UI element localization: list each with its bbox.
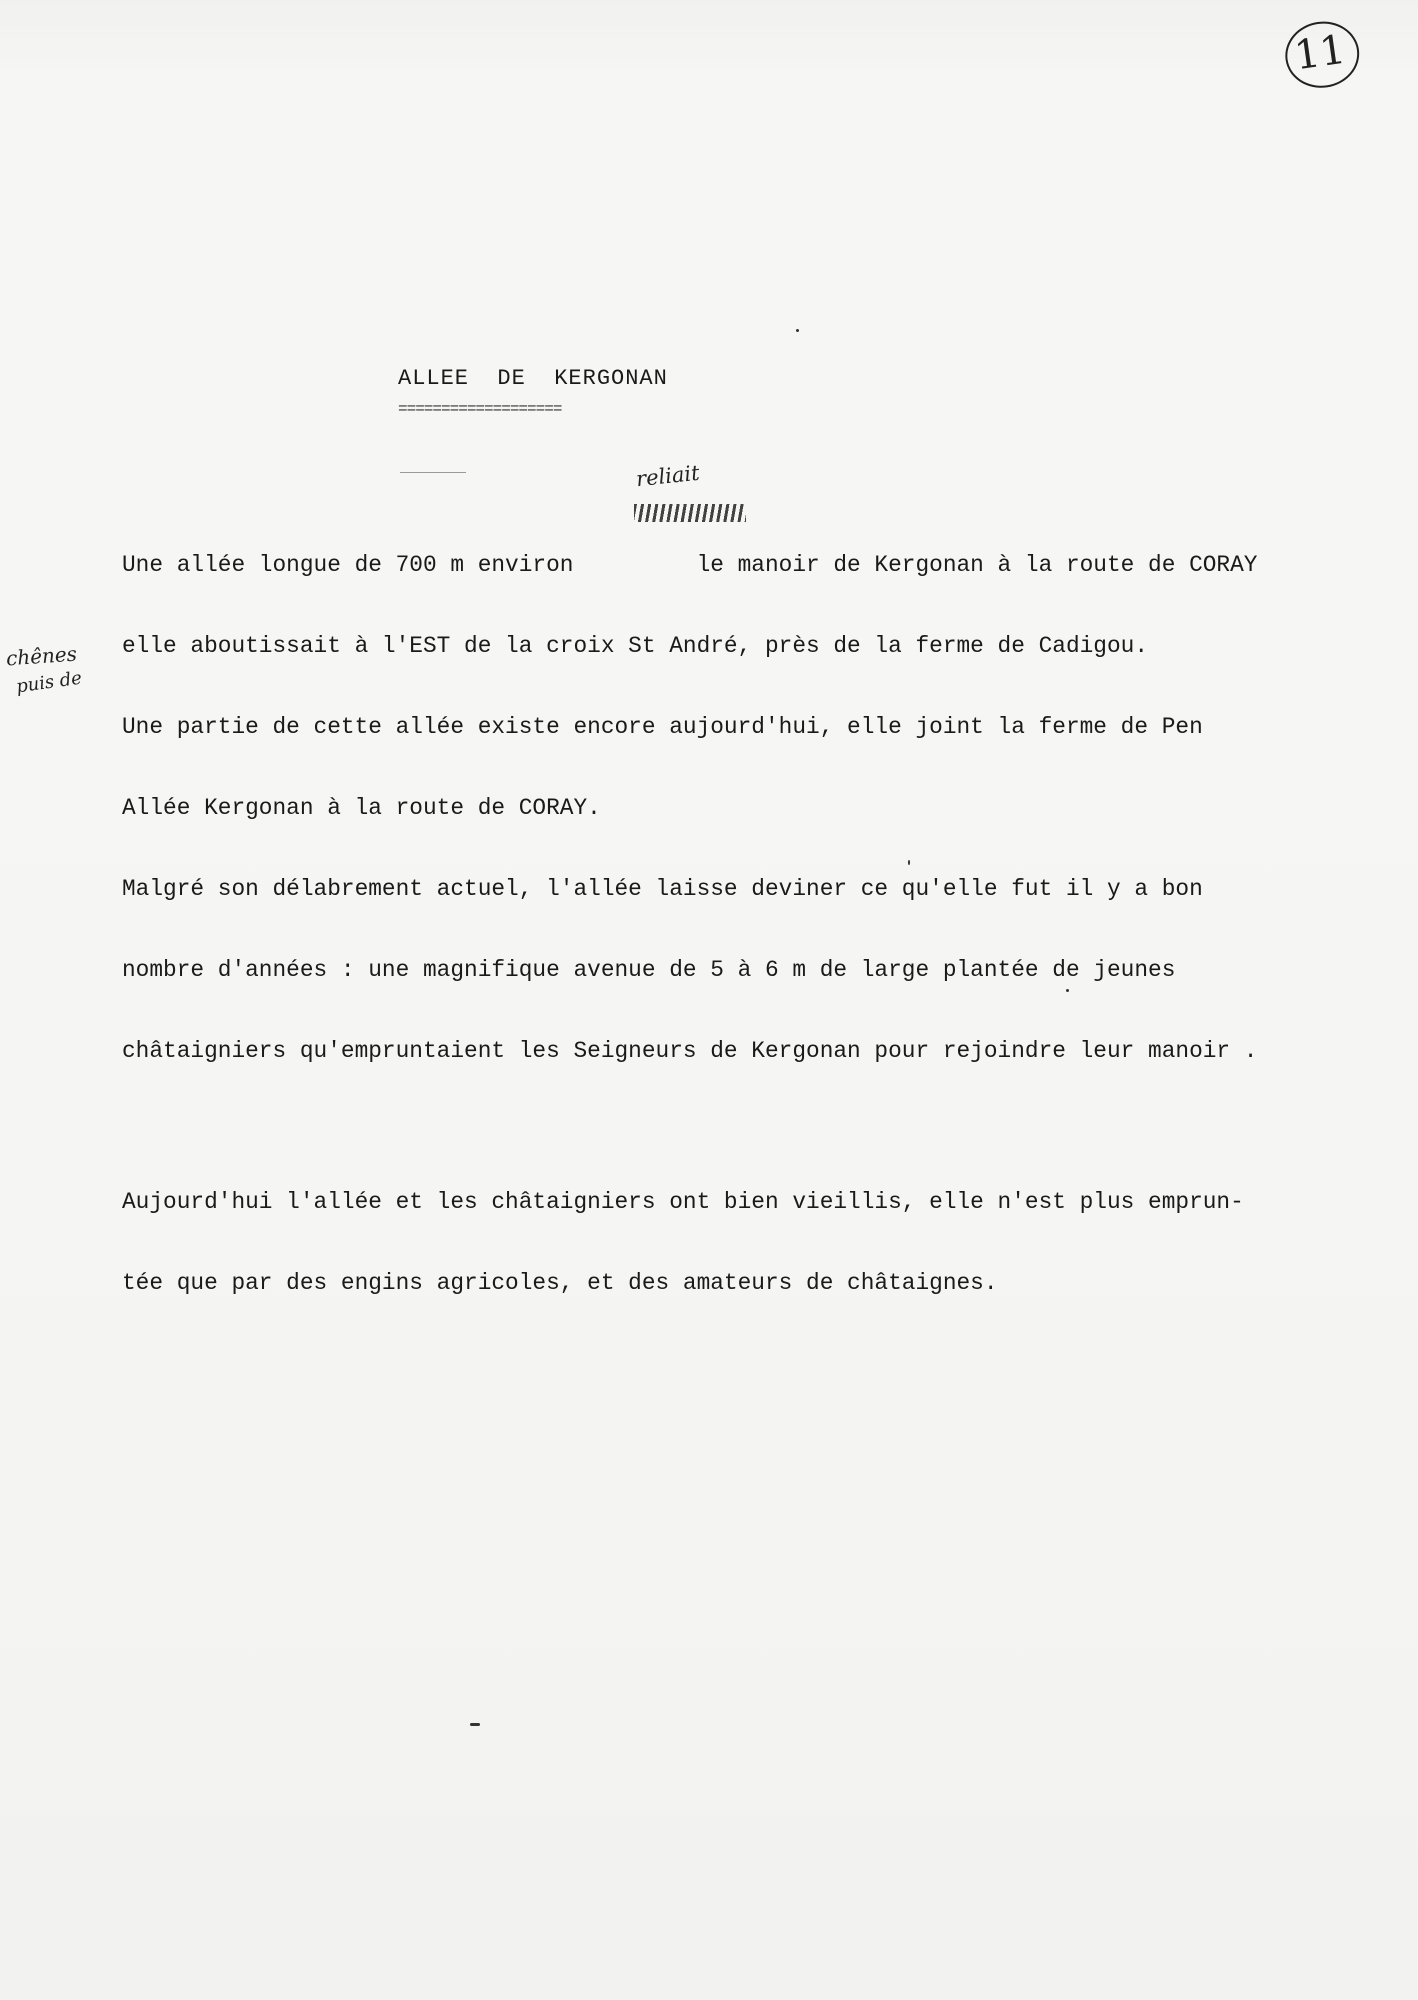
paragraph-gap bbox=[122, 1119, 1402, 1135]
document-title: ALLEE DE KERGONAN bbox=[398, 366, 668, 391]
title-underline: =================== bbox=[398, 400, 562, 418]
ink-speck bbox=[908, 860, 910, 865]
faint-divider bbox=[400, 472, 466, 473]
body-text bbox=[122, 498, 1402, 1351]
margin-note-line-1: chênes bbox=[5, 641, 78, 671]
ink-speck bbox=[796, 329, 799, 332]
ink-speck bbox=[1066, 989, 1069, 992]
text-line: Une allée longue de 700 m environ le manoir de Kergonan à la route de CORAY bbox=[122, 552, 1258, 578]
text-line: tée que par des engins agricoles, et des amateurs de châtaignes. bbox=[122, 1270, 998, 1296]
text-line: nombre d'années : une magnifique avenue de 5 à 6 m de large plantée de jeunes bbox=[122, 957, 1176, 983]
text-line: Une partie de cette allée existe encore aujourd'hui, elle joint la ferme de Pen bbox=[122, 714, 1203, 740]
text-line: Aujourd'hui l'allée et les châtaigniers ont bien vieillis, elle n'est plus emprun- bbox=[122, 1189, 1244, 1215]
page-number-text: 11 bbox=[1291, 26, 1349, 80]
page-number bbox=[1281, 17, 1359, 88]
handwritten-correction: reliait bbox=[634, 460, 701, 492]
ink-speck bbox=[470, 1723, 480, 1726]
text-line: châtaigniers qu'empruntaient les Seigneurs de Kergonan pour rejoindre leur manoir . bbox=[122, 1038, 1258, 1064]
text-line: elle aboutissait à l'EST de la croix St André, près de la ferme de Cadigou. bbox=[122, 633, 1149, 659]
text-line: Malgré son délabrement actuel, l'allée laisse deviner ce qu'elle fut il y a bon bbox=[122, 876, 1203, 902]
page-number-circle bbox=[1281, 17, 1363, 93]
margin-note-line-2: puis de bbox=[14, 667, 84, 698]
text-line: Allée Kergonan à la route de CORAY. bbox=[122, 795, 601, 821]
